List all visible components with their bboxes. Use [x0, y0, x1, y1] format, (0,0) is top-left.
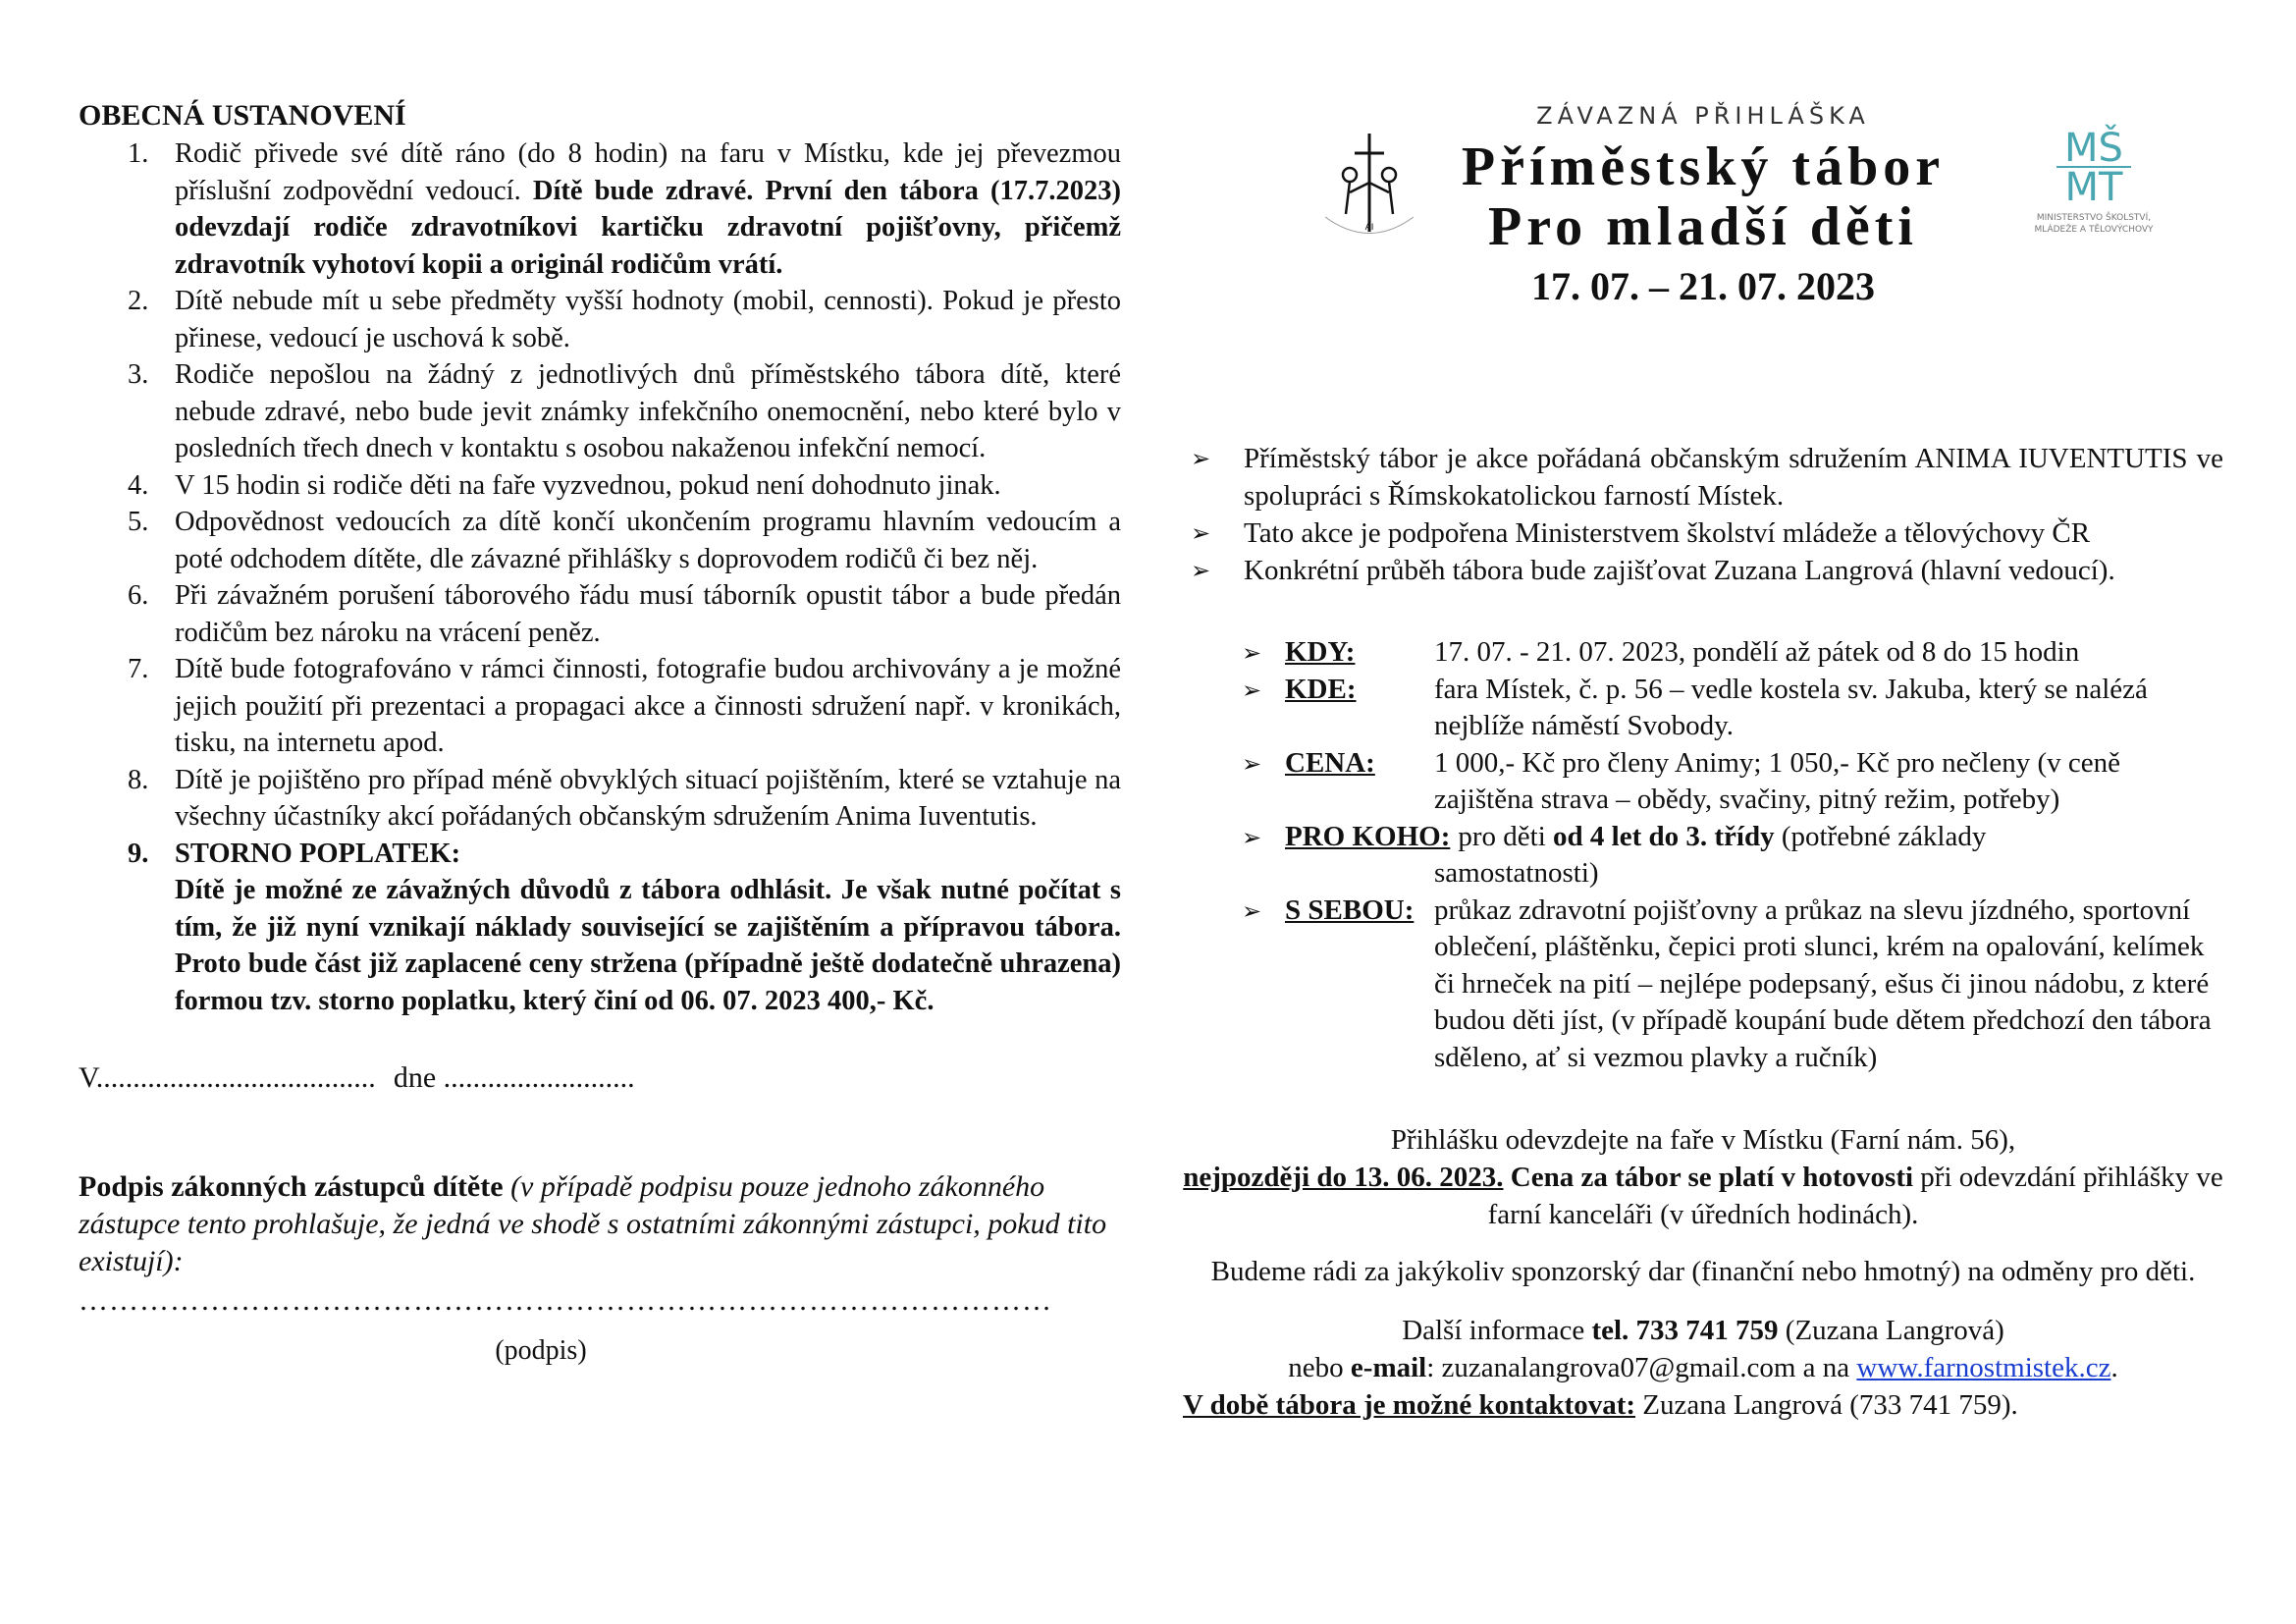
arrow-bullet-icon: ➢: [1242, 823, 1262, 851]
contact-info: [1183, 1312, 2223, 1386]
detail-row-for-whom: [1242, 819, 2223, 856]
form-kicker: ZÁVAZNÁ PŘIHLÁŠKA: [1536, 102, 1870, 130]
storno-text: Dítě je možné ze závažných důvodů z tábora odhlásit. Je však nutné počítat s tím, že již nyní vznikají náklady související se zajištěním a přípravou tábora. Proto bude část již zaplacené ceny stržena (případně ještě dodatečně uhrazena) formou tzv. storno poplatku, který činí od 06. 07. 2023 400,- Kč.: [175, 875, 1121, 1016]
contact-email: : zuzanalangrova07@gmail.com a na: [1426, 1352, 1857, 1383]
detail-value: 1 000,- Kč pro členy Animy; 1 050,- Kč pro nečleny (v ceně zajištěna strava – obědy, svačiny, pitný režim, potřeby): [1434, 746, 2121, 815]
detail-label: KDY:: [1285, 636, 1356, 668]
rule-item: [79, 356, 1121, 467]
msmt-logo: [2007, 122, 2179, 240]
guardian-signature-label: Podpis zákonných zástupců dítěte: [79, 1170, 504, 1203]
arrow-bullet-icon: ➢: [1191, 519, 1211, 547]
storno-title: STORNO POPLATEK:: [175, 838, 461, 869]
email-label: e-mail: [1350, 1352, 1427, 1383]
camp-subtitle: Pro mladší děti: [1488, 196, 1918, 257]
arrow-bullet-icon: ➢: [1242, 639, 1262, 667]
application-column: [1183, 98, 2223, 1424]
contact-text: nebo: [1288, 1352, 1351, 1383]
rule-item: [79, 577, 1121, 651]
rule-number: 2.: [128, 286, 149, 316]
detail-value-text: pro děti: [1458, 820, 1554, 852]
detail-label: CENA:: [1285, 746, 1375, 779]
sponsor-note: Budeme rádi za jakýkoliv sponzorský dar (finanční nebo hmotný) na odměny pro děti.: [1210, 1256, 2196, 1287]
info-bullet: [1183, 552, 2223, 589]
camp-details: [1242, 634, 2223, 1076]
info-bullet-text: Konkrétní průběh tábora bude zajišťovat Zuzana Langrová (hlavní vedoucí).: [1244, 555, 2115, 586]
submission-info: [1183, 1121, 2223, 1233]
contact-text: Další informace: [1402, 1315, 1592, 1346]
rule-number: 6.: [128, 580, 149, 611]
rule-text: Rodiče nepošlou na žádný z jednotlivých dnů příměstského tábora dítě, které nebude zdravé, nebo bude jevit známky infekčního onemocnění, nebo které bylo v posledních třech dnech v kontaktu s osobou nakaženou infekční nemocí.: [175, 359, 1121, 463]
detail-label: S SEBOU:: [1285, 893, 1415, 926]
info-bullet-text: Tato akce je podpořena Ministerstvem školství mládeže a tělovýchovy ČR: [1244, 517, 2091, 549]
detail-value: samostatnosti): [1434, 857, 1599, 889]
cash-payment-note: Cena za tábor se platí v hotovosti: [1510, 1162, 1914, 1193]
rule-number: 9.: [128, 838, 149, 869]
info-bullet-text: Příměstský tábor je akce pořádaná občanským sdružením ANIMA IUVENTUTIS ve spolupráci s Římskokatolickou farností Místek.: [1244, 443, 2223, 512]
contact-text: .: [2110, 1352, 2118, 1383]
rule-text: Dítě je pojištěno pro případ méně obvyklých situací pojištěním, které se vztahuje na všechny účastníky akcí pořádaných občanským sdružením Anima Iuventutis.: [175, 764, 1121, 832]
rule-number: 7.: [128, 654, 149, 684]
rule-text: V 15 hodin si rodiče děti na faře vyzvednou, pokud není dohodnuto jinak.: [175, 469, 1001, 501]
detail-value-text: (potřebné základy: [1774, 820, 1987, 852]
info-bullet: [1183, 514, 2223, 552]
detail-value: 17. 07. - 21. 07. 2023, pondělí až pátek od 8 do 15 hodin: [1434, 636, 2080, 668]
camp-dates: 17. 07. – 21. 07. 2023: [1531, 264, 1875, 308]
arrow-bullet-icon: ➢: [1242, 896, 1262, 925]
submission-rest: při odevzdání přihlášky ve farní kanceláři (v úředních hodinách).: [1487, 1162, 2223, 1230]
detail-row-for-whom-cont: [1242, 855, 2223, 893]
guardian-signature-note: [79, 1168, 1121, 1280]
general-rules-column: [79, 98, 1121, 1367]
svg-text:MINISTERSTVO ŠKOLSTVÍ,: MINISTERSTVO ŠKOLSTVÍ,: [2036, 213, 2152, 223]
place-date-line: [79, 1058, 1121, 1098]
signature-line[interactable]: ……………………………………………………………………………………: [79, 1284, 1052, 1317]
rule-number: 1.: [128, 138, 149, 169]
arrow-bullet-icon: ➢: [1191, 557, 1211, 584]
detail-value: [1458, 819, 2223, 856]
rules-list: [79, 135, 1121, 1019]
detail-row-price: [1242, 745, 2223, 819]
application-header: [1183, 102, 2223, 338]
rule-number: 8.: [128, 764, 149, 795]
detail-value-bold: od 4 let do 3. třídy: [1553, 820, 1775, 852]
rule-number: 3.: [128, 359, 149, 390]
place-field[interactable]: V......................................: [79, 1061, 376, 1094]
arrow-bullet-icon: ➢: [1242, 676, 1262, 704]
rule-item: [79, 504, 1121, 577]
detail-row-when: [1242, 634, 2223, 672]
general-rules-heading: OBECNÁ USTANOVENÍ: [79, 99, 406, 132]
detail-row-where: [1242, 672, 2223, 745]
contact-phone: tel. 733 741 759: [1591, 1315, 1779, 1346]
anima-iuventutis-logo: [1310, 124, 1428, 242]
contact-text: (Zuzana Langrová): [1778, 1315, 2004, 1346]
arrow-bullet-icon: ➢: [1191, 445, 1211, 472]
camp-contact-value: Zuzana Langrová (733 741 759).: [1635, 1389, 2018, 1421]
rule-item: [79, 283, 1121, 356]
info-bullet: [1183, 440, 2223, 514]
submission-deadline: nejpozději do 13. 06. 2023.: [1183, 1162, 1504, 1193]
website-link[interactable]: www.farnostmistek.cz: [1856, 1352, 2111, 1383]
rule-item: [79, 762, 1121, 836]
rule-text: Dítě nebude mít u sebe předměty vyšší hodnoty (mobil, cennosti). Pokud je přesto přinese, vedoucí je uschová k sobě.: [175, 286, 1121, 353]
info-bullets: [1183, 440, 2223, 589]
rule-item: [79, 135, 1121, 283]
svg-text:AI: AI: [1364, 223, 1374, 233]
submission-line: Přihlášku odevzdejte na faře v Místku (Farní nám. 56),: [1390, 1124, 2016, 1156]
rule-text: Rodič přivede své dítě ráno (do 8 hodin) na faru v Místku, kde jej převezmou příslušní zodpovědní vedoucí.: [175, 138, 1121, 206]
rule-text: Dítě bude fotografováno v rámci činnosti, fotografie budou archivovány a je možné jejich použití při prezentaci a propagaci akce a činnosti sdružení např. v kronikách, tisku, na internetu apod.: [175, 654, 1121, 758]
guardian-signature-disclaimer: (v případě podpisu pouze jednoho zákonného zástupce tento prohlašuje, že jedná ve shodě s ostatními zákonnými zástupci, pokud tito existují):: [79, 1170, 1107, 1277]
svg-text:MT: MT: [2064, 165, 2123, 210]
rule-number: 4.: [128, 469, 149, 501]
camp-contact-label: V době tábora je možné kontaktovat:: [1183, 1389, 1636, 1421]
arrow-bullet-icon: ➢: [1242, 749, 1262, 778]
rule-number: 5.: [128, 507, 149, 537]
detail-value: fara Místek, č. p. 56 – vedle kostela sv. Jakuba, který se nalézá nejblíže náměstí Svobody.: [1434, 673, 2148, 741]
camp-title: Příměstský tábor: [1461, 136, 1946, 197]
rule-text: Odpovědnost vedoucích za dítě končí ukončením programu hlavním vedoucím a poté odchodem dítěte, dle závazné přihlášky s doprovodem rodičů či bez něj.: [175, 507, 1121, 574]
rule-text-bold: Dítě bude zdravé. První den tábora (17.7.2023) odevzdají rodiče zdravotníkovi kartičku zdravotní pojišťovny, přičemž zdravotník vyhotoví kopii a originál rodičům vrátí.: [175, 175, 1121, 280]
detail-value: průkaz zdravotní pojišťovny a průkaz na slevu jízdného, sportovní oblečení, pláštěnku, čepici proti slunci, krém na opalování, kelímek či hrneček na pití – nejlépe podepsaný, ešus či jinou nádobu, z které budou děti jíst, (v případě koupání bude dětem předchozí den tábora sděleno, ať si vezmou plavky a ručník): [1434, 893, 2212, 1073]
detail-label: PRO KOHO:: [1285, 820, 1451, 852]
detail-row-bring: [1242, 893, 2223, 1077]
detail-label: KDE:: [1285, 673, 1357, 705]
svg-text:MLÁDEŽE A TĚLOVÝCHOVY: MLÁDEŽE A TĚLOVÝCHOVY: [2034, 225, 2154, 235]
signature-caption: (podpis): [495, 1335, 587, 1366]
rule-item: [79, 467, 1121, 505]
storno-rule-item: [79, 836, 1121, 1020]
camp-contact-line: [1183, 1386, 2223, 1424]
rule-text: Při závažném porušení táborového řádu musí táborník opustit tábor a bude předán rodičům bez nároku na vrácení peněz.: [175, 580, 1121, 648]
date-field[interactable]: dne ..........................: [393, 1061, 635, 1094]
rule-item: [79, 651, 1121, 762]
svg-text:MŠ: MŠ: [2064, 126, 2123, 171]
